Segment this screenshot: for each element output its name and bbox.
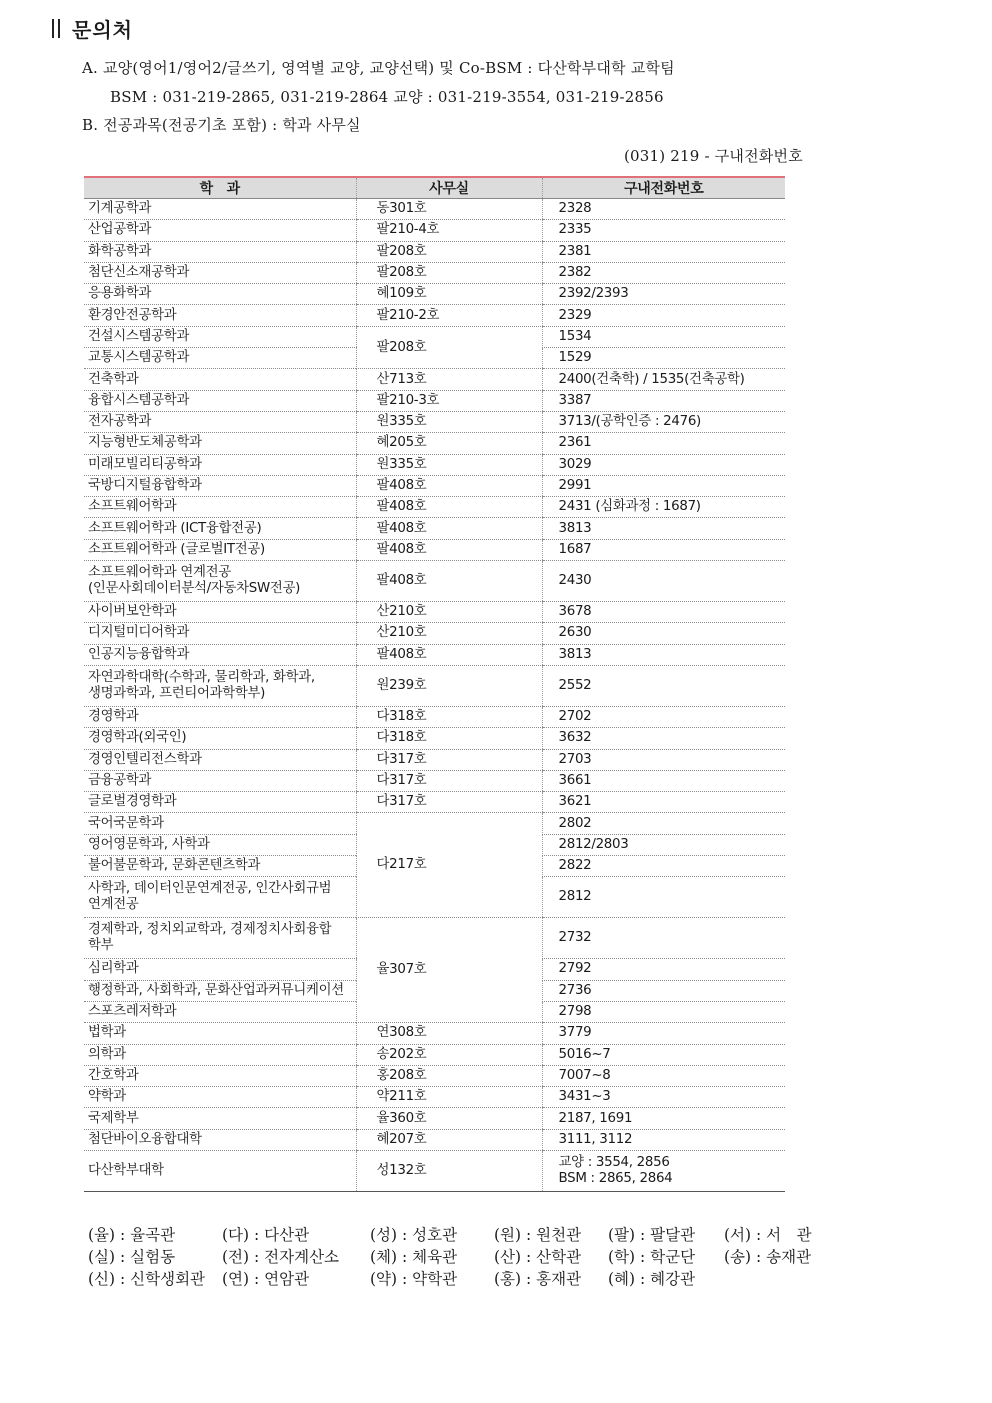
table-header-row — [84, 177, 785, 199]
department-cell: 국방디지털융합학과 — [84, 475, 356, 496]
department-cell: 영어영문학과, 사학과 — [84, 834, 356, 855]
legend-item: (실) : 실험동 — [88, 1248, 176, 1266]
phone-cell: 2335 — [542, 220, 785, 241]
department-cell: 인공지능융합학과 — [84, 644, 356, 665]
table-row — [84, 561, 785, 602]
legend-item: (팔) : 팔달관 — [608, 1226, 696, 1244]
table-row — [84, 454, 785, 475]
table-row — [84, 1087, 785, 1108]
office-cell: 팔408호 — [356, 475, 542, 496]
table-row — [84, 475, 785, 496]
phone-cell: 3813 — [542, 644, 785, 665]
legend-row — [88, 1224, 824, 1246]
phone-cell: 2703 — [542, 749, 785, 770]
office-cell: 다317호 — [356, 770, 542, 791]
legend-item: (체) : 체육관 — [370, 1248, 458, 1266]
department-cell: 사이버보안학과 — [84, 602, 356, 623]
department-cell: 행정학과, 사회학과, 문화산업과커뮤니케이션 — [84, 980, 356, 1001]
legend-item: (성) : 성호관 — [370, 1226, 458, 1244]
department-cell: 금융공학과 — [84, 770, 356, 791]
phone-cell: 2802 — [542, 813, 785, 834]
phone-cell: 2328 — [542, 199, 785, 220]
legend-item: (학) : 학군단 — [608, 1248, 696, 1266]
office-cell: 산713호 — [356, 369, 542, 390]
office-cell: 원239호 — [356, 665, 542, 706]
office-cell: 혜109호 — [356, 284, 542, 305]
office-cell: 팔208호 — [356, 326, 542, 369]
phone-cell: 2822 — [542, 856, 785, 877]
phone-cell: 2792 — [542, 959, 785, 980]
office-cell: 연308호 — [356, 1023, 542, 1044]
department-cell: 지능형반도체공학과 — [84, 433, 356, 454]
table-row — [84, 749, 785, 770]
department-cell: 소프트웨어학과 — [84, 497, 356, 518]
table-row — [84, 644, 785, 665]
office-cell: 팔408호 — [356, 539, 542, 560]
table-row — [84, 433, 785, 454]
phone-cell: 2400(건축학) / 1535(건축공학) — [542, 369, 785, 390]
office-cell: 원335호 — [356, 411, 542, 432]
department-cell: 응용화학과 — [84, 284, 356, 305]
legend-item: (전) : 전자계산소 — [222, 1248, 340, 1266]
table-row — [84, 792, 785, 813]
phone-cell: 2736 — [542, 980, 785, 1001]
table-row — [84, 497, 785, 518]
legend-item: (다) : 다산관 — [222, 1226, 310, 1244]
phone-cell: 2329 — [542, 305, 785, 326]
section-title: 문의처 — [72, 18, 133, 42]
office-cell: 산210호 — [356, 602, 542, 623]
department-cell: 글로벌경영학과 — [84, 792, 356, 813]
table-row — [84, 1129, 785, 1150]
phone-cell: 2381 — [542, 241, 785, 262]
legend-item: (약) : 약학관 — [370, 1270, 458, 1288]
table-row — [84, 411, 785, 432]
legend-item: (서) : 서 관 — [724, 1226, 812, 1244]
legend-item — [724, 1268, 824, 1290]
department-cell: 전자공학과 — [84, 411, 356, 432]
office-cell: 팔208호 — [356, 262, 542, 283]
table-row — [84, 770, 785, 791]
office-cell: 다317호 — [356, 749, 542, 770]
phone-cell: 2187, 1691 — [542, 1108, 785, 1129]
department-cell: 융합시스템공학과 — [84, 390, 356, 411]
table-row — [84, 728, 785, 749]
table-row — [84, 199, 785, 220]
department-cell: 간호학과 — [84, 1065, 356, 1086]
office-cell: 팔408호 — [356, 518, 542, 539]
department-cell: 기계공학과 — [84, 199, 356, 220]
table-row — [84, 305, 785, 326]
department-cell: 경영학과(외국인) — [84, 728, 356, 749]
header-department: 학 과 — [84, 177, 356, 199]
phone-cell: 3387 — [542, 390, 785, 411]
phone-cell: 2732 — [542, 918, 785, 959]
phone-cell: 3713/(공학인증 : 2476) — [542, 411, 785, 432]
table-row — [84, 918, 785, 959]
table-row — [84, 602, 785, 623]
table-row — [84, 1150, 785, 1191]
office-cell: 다317호 — [356, 792, 542, 813]
table-row — [84, 220, 785, 241]
department-cell: 소프트웨어학과 연계전공 (인문사회데이터분석/자동차SW전공) — [84, 561, 356, 602]
department-cell: 불어불문학과, 문화콘텐츠학과 — [84, 856, 356, 877]
phone-cell: 2431 (심화과정 : 1687) — [542, 497, 785, 518]
table-row — [84, 665, 785, 706]
table-row — [84, 1065, 785, 1086]
department-cell: 산업공학과 — [84, 220, 356, 241]
phone-cell: 2702 — [542, 706, 785, 727]
office-cell: 원335호 — [356, 454, 542, 475]
phone-cell: 1529 — [542, 348, 785, 369]
legend-item: (원) : 원천관 — [494, 1226, 582, 1244]
phone-cell: 3661 — [542, 770, 785, 791]
phone-prefix-note: (031) 219 - 구내전화번호 — [624, 147, 803, 165]
department-cell: 자연과학대학(수학과, 물리학과, 화학과, 생명과학과, 프런티어과학학부) — [84, 665, 356, 706]
phone-cell: 3431~3 — [542, 1087, 785, 1108]
office-cell: 팔208호 — [356, 241, 542, 262]
legend-item: (율) : 율곡관 — [88, 1226, 176, 1244]
department-cell: 첨단신소재공학과 — [84, 262, 356, 283]
legend-item: (연) : 연암관 — [222, 1270, 310, 1288]
office-cell: 혜207호 — [356, 1129, 542, 1150]
office-cell: 혜205호 — [356, 433, 542, 454]
office-cell: 율360호 — [356, 1108, 542, 1129]
phone-cell: 2361 — [542, 433, 785, 454]
table-row — [84, 1044, 785, 1065]
legend-row — [88, 1246, 824, 1268]
table-row — [84, 369, 785, 390]
department-cell: 화학공학과 — [84, 241, 356, 262]
header-phone: 구내전화번호 — [542, 177, 785, 199]
phone-cell: 3029 — [542, 454, 785, 475]
table-row — [84, 539, 785, 560]
legend-row — [88, 1268, 824, 1290]
department-cell: 사학과, 데이터인문연계전공, 인간사회규범 연계전공 — [84, 877, 356, 918]
phone-cell: 2382 — [542, 262, 785, 283]
legend-item: (혜) : 혜강관 — [608, 1270, 696, 1288]
department-cell: 법학과 — [84, 1023, 356, 1044]
contact-line-b: B. 전공과목(전공기초 포함) : 학과 사무실 — [82, 116, 361, 134]
office-cell: 팔210-4호 — [356, 220, 542, 241]
phone-cell: 2430 — [542, 561, 785, 602]
department-cell: 국제학부 — [84, 1108, 356, 1129]
office-cell: 팔408호 — [356, 497, 542, 518]
phone-cell: 3632 — [542, 728, 785, 749]
legend-item: (산) : 산학관 — [494, 1248, 582, 1266]
department-cell: 약학과 — [84, 1087, 356, 1108]
department-cell: 경영인텔리전스학과 — [84, 749, 356, 770]
department-cell: 환경안전공학과 — [84, 305, 356, 326]
department-cell: 소프트웨어학과 (ICT융합전공) — [84, 518, 356, 539]
phone-cell: 3779 — [542, 1023, 785, 1044]
department-cell: 의학과 — [84, 1044, 356, 1065]
table-row — [84, 706, 785, 727]
department-cell: 심리학과 — [84, 959, 356, 980]
department-cell: 경영학과 — [84, 706, 356, 727]
office-cell: 팔210-2호 — [356, 305, 542, 326]
office-cell: 다318호 — [356, 706, 542, 727]
contact-line-bsm: BSM : 031-219-2865, 031-219-2864 교양 : 031-219-3554, 031-219-2856 — [110, 88, 664, 106]
phone-cell: 5016~7 — [542, 1044, 785, 1065]
table-row — [84, 623, 785, 644]
table-row — [84, 284, 785, 305]
office-cell: 송202호 — [356, 1044, 542, 1065]
phone-cell: 1534 — [542, 326, 785, 347]
phone-cell: 7007~8 — [542, 1065, 785, 1086]
office-cell: 홍208호 — [356, 1065, 542, 1086]
legend-item: (송) : 송재관 — [724, 1248, 812, 1266]
department-cell: 디지털미디어학과 — [84, 623, 356, 644]
department-cell: 건축학과 — [84, 369, 356, 390]
table-row — [84, 518, 785, 539]
contact-line-a: A. 교양(영어1/영어2/글쓰기, 영역별 교양, 교양선택) 및 Co-BSM : 다산학부대학 교학팀 — [82, 59, 675, 77]
section-marker-icon — [52, 19, 60, 38]
phone-cell: 3678 — [542, 602, 785, 623]
phone-cell: 2991 — [542, 475, 785, 496]
legend-item: (신) : 신학생회관 — [88, 1270, 206, 1288]
table-row — [84, 390, 785, 411]
department-cell: 국어국문학과 — [84, 813, 356, 834]
department-cell: 소프트웨어학과 (글로벌IT전공) — [84, 539, 356, 560]
office-cell: 성132호 — [356, 1150, 542, 1191]
department-cell: 다산학부대학 — [84, 1150, 356, 1191]
legend-item: (홍) : 홍재관 — [494, 1270, 582, 1288]
office-cell: 산210호 — [356, 623, 542, 644]
table-row — [84, 813, 785, 834]
phone-cell: 2812 — [542, 877, 785, 918]
phone-cell: 2392/2393 — [542, 284, 785, 305]
table-row — [84, 1023, 785, 1044]
phone-cell: 2798 — [542, 1001, 785, 1022]
header-office: 사무실 — [356, 177, 542, 199]
table-body — [84, 199, 785, 1192]
office-cell: 팔210-3호 — [356, 390, 542, 411]
office-cell: 동301호 — [356, 199, 542, 220]
department-cell: 건설시스템공학과 — [84, 326, 356, 347]
building-legend — [88, 1224, 824, 1290]
table-row — [84, 262, 785, 283]
department-cell: 경제학과, 정치외교학과, 경제정치사회융합 학부 — [84, 918, 356, 959]
table-row — [84, 1108, 785, 1129]
phone-cell: 3111, 3112 — [542, 1129, 785, 1150]
phone-cell: 3813 — [542, 518, 785, 539]
office-cell: 다318호 — [356, 728, 542, 749]
department-cell: 미래모빌리티공학과 — [84, 454, 356, 475]
department-cell: 교통시스템공학과 — [84, 348, 356, 369]
phone-cell: 2552 — [542, 665, 785, 706]
office-cell: 다217호 — [356, 813, 542, 918]
phone-cell: 1687 — [542, 539, 785, 560]
phone-cell: 3621 — [542, 792, 785, 813]
office-cell: 팔408호 — [356, 644, 542, 665]
phone-cell: 2812/2803 — [542, 834, 785, 855]
department-cell: 첨단바이오융합대학 — [84, 1129, 356, 1150]
office-cell: 율307호 — [356, 918, 542, 1023]
department-table — [84, 176, 785, 1192]
phone-cell: 2630 — [542, 623, 785, 644]
table-row — [84, 326, 785, 347]
table-row — [84, 241, 785, 262]
department-cell: 스포츠레저학과 — [84, 1001, 356, 1022]
section-heading — [52, 14, 133, 43]
office-cell: 약211호 — [356, 1087, 542, 1108]
office-cell: 팔408호 — [356, 561, 542, 602]
phone-cell: 교양 : 3554, 2856 BSM : 2865, 2864 — [542, 1150, 785, 1191]
